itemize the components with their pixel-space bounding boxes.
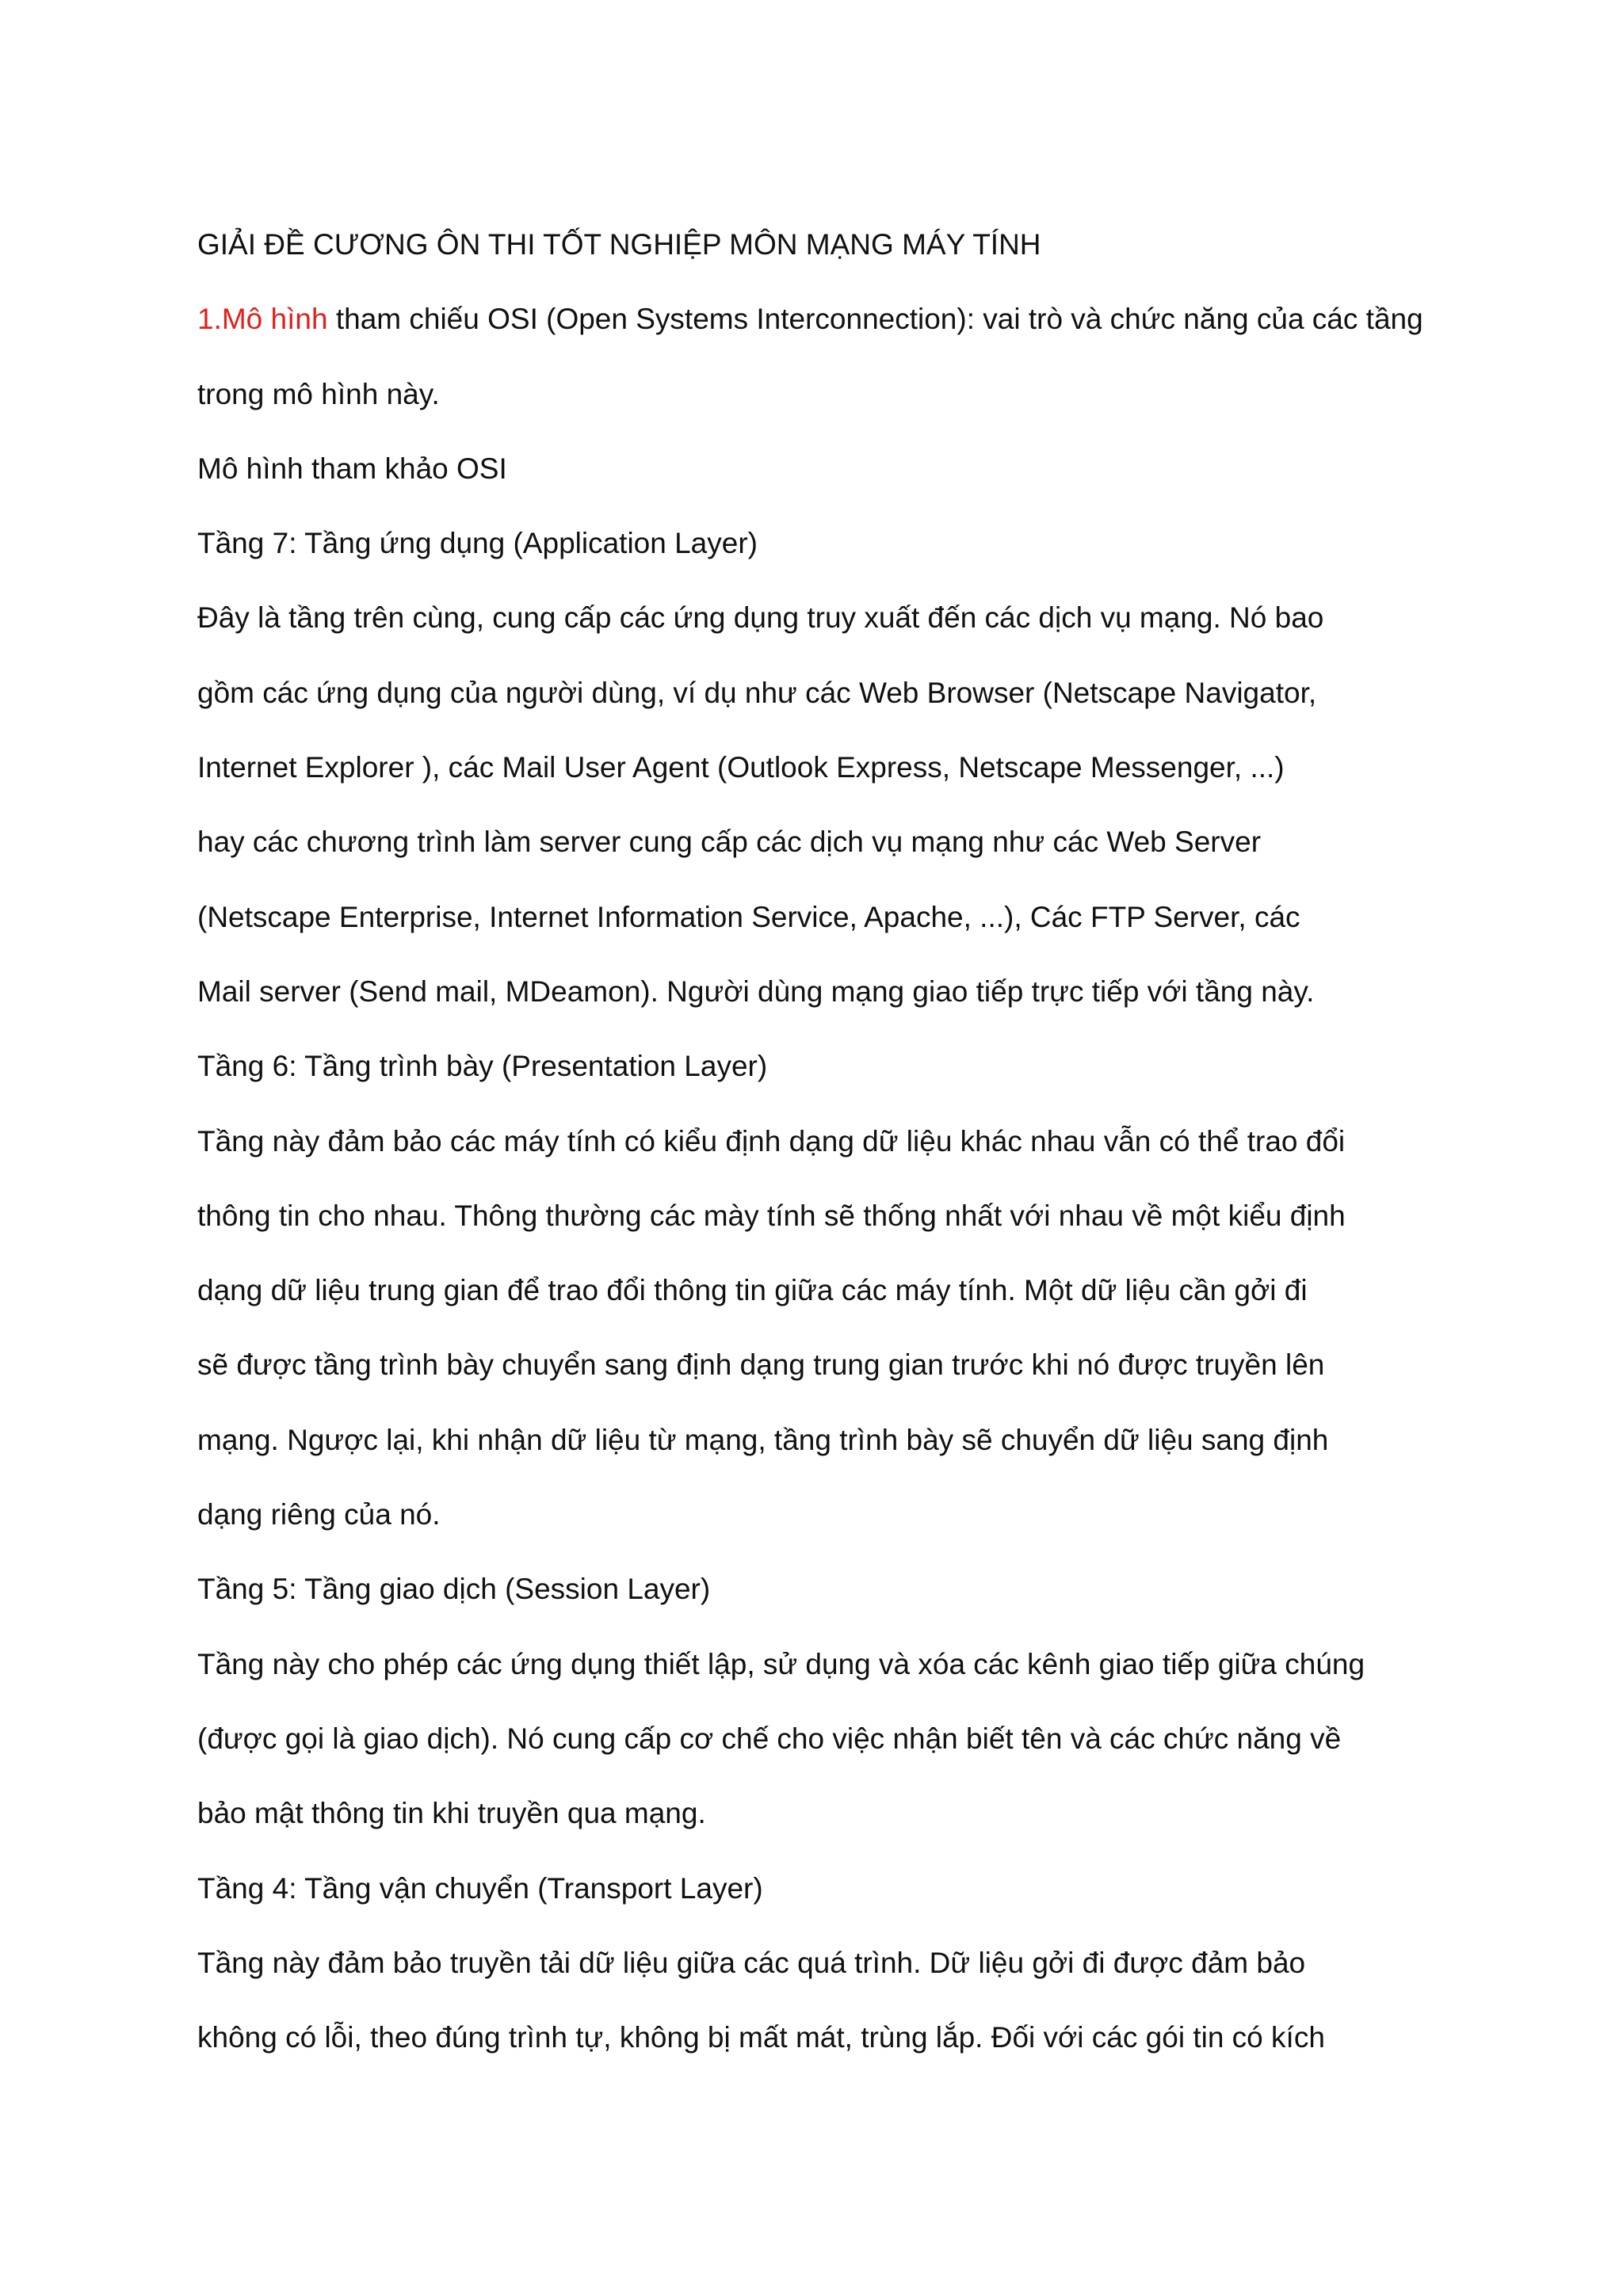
- paragraph-line: Tầng này đảm bảo truyền tải dữ liệu giữa các quá trình. Dữ liệu gởi đi được đảm bảo: [197, 1946, 1306, 1979]
- document-body: [197, 208, 1465, 2075]
- paragraph-line: dạng riêng của nó.: [197, 1498, 441, 1531]
- paragraph-line: gồm các ứng dụng của người dùng, ví dụ như các Web Browser (Netscape Navigator,: [197, 676, 1317, 709]
- paragraph-line: không có lỗi, theo đúng trình tự, không bị mất mát, trùng lắp. Đối với các gói tin có kích: [197, 2021, 1325, 2054]
- layer-4-heading: Tầng 4: Tầng vận chuyển (Transport Layer): [197, 1871, 763, 1905]
- section-heading-osi: Mô hình tham khảo OSI: [197, 452, 507, 485]
- question-heading: [197, 282, 1465, 357]
- paragraph-line: Internet Explorer ), các Mail User Agent (Outlook Express, Netscape Messenger, ...): [197, 751, 1285, 784]
- paragraph-line: Tầng này cho phép các ứng dụng thiết lập, sử dụng và xóa các kênh giao tiếp giữa chúng: [197, 1647, 1365, 1680]
- paragraph-line: Tầng này đảm bảo các máy tính có kiểu định dạng dữ liệu khác nhau vẫn có thể trao đổi: [197, 1124, 1346, 1158]
- document-title: GIẢI ĐỀ CƯƠNG ÔN THI TỐT NGHIỆP MÔN MẠNG MÁY TÍNH: [197, 228, 1041, 261]
- layer-7-heading: Tầng 7: Tầng ứng dụng (Application Layer): [197, 527, 758, 560]
- question-number-highlight: 1.Mô hình: [197, 303, 328, 336]
- question-heading-text: tham chiếu OSI (Open Systems Interconnection): vai trò và chức năng của các tầng: [327, 303, 1423, 336]
- paragraph-line: hay các chương trình làm server cung cấp các dịch vụ mạng như các Web Server: [197, 826, 1262, 859]
- paragraph-line: mạng. Ngược lại, khi nhận dữ liệu từ mạng, tầng trình bày sẽ chuyển dữ liệu sang định: [197, 1423, 1329, 1456]
- paragraph-line: bảo mật thông tin khi truyền qua mạng.: [197, 1797, 706, 1830]
- paragraph-line: Đây là tầng trên cùng, cung cấp các ứng dụng truy xuất đến các dịch vụ mạng. Nó bao: [197, 601, 1324, 635]
- paragraph-line: (Netscape Enterprise, Internet Information Service, Apache, ...), Các FTP Server, các: [197, 900, 1300, 933]
- layer-6-heading: Tầng 6: Tầng trình bày (Presentation Layer): [197, 1050, 768, 1083]
- paragraph-line: Mail server (Send mail, MDeamon). Người dùng mạng giao tiếp trực tiếp với tầng này.: [197, 974, 1315, 1008]
- layer-5-heading: Tầng 5: Tầng giao dịch (Session Layer): [197, 1573, 711, 1606]
- paragraph-line: dạng dữ liệu trung gian để trao đổi thông tin giữa các máy tính. Một dữ liệu cần gởi đi: [197, 1274, 1308, 1307]
- paragraph-line: thông tin cho nhau. Thông thường các mày tính sẽ thống nhất với nhau về một kiểu định: [197, 1199, 1346, 1232]
- question-heading-continuation: trong mô hình này.: [197, 377, 440, 410]
- paragraph-line: sẽ được tầng trình bày chuyển sang định dạng trung gian trước khi nó được truyền lên: [197, 1348, 1325, 1382]
- paragraph-line: (được gọi là giao dịch). Nó cung cấp cơ chế cho việc nhận biết tên và các chức năng về: [197, 1722, 1342, 1755]
